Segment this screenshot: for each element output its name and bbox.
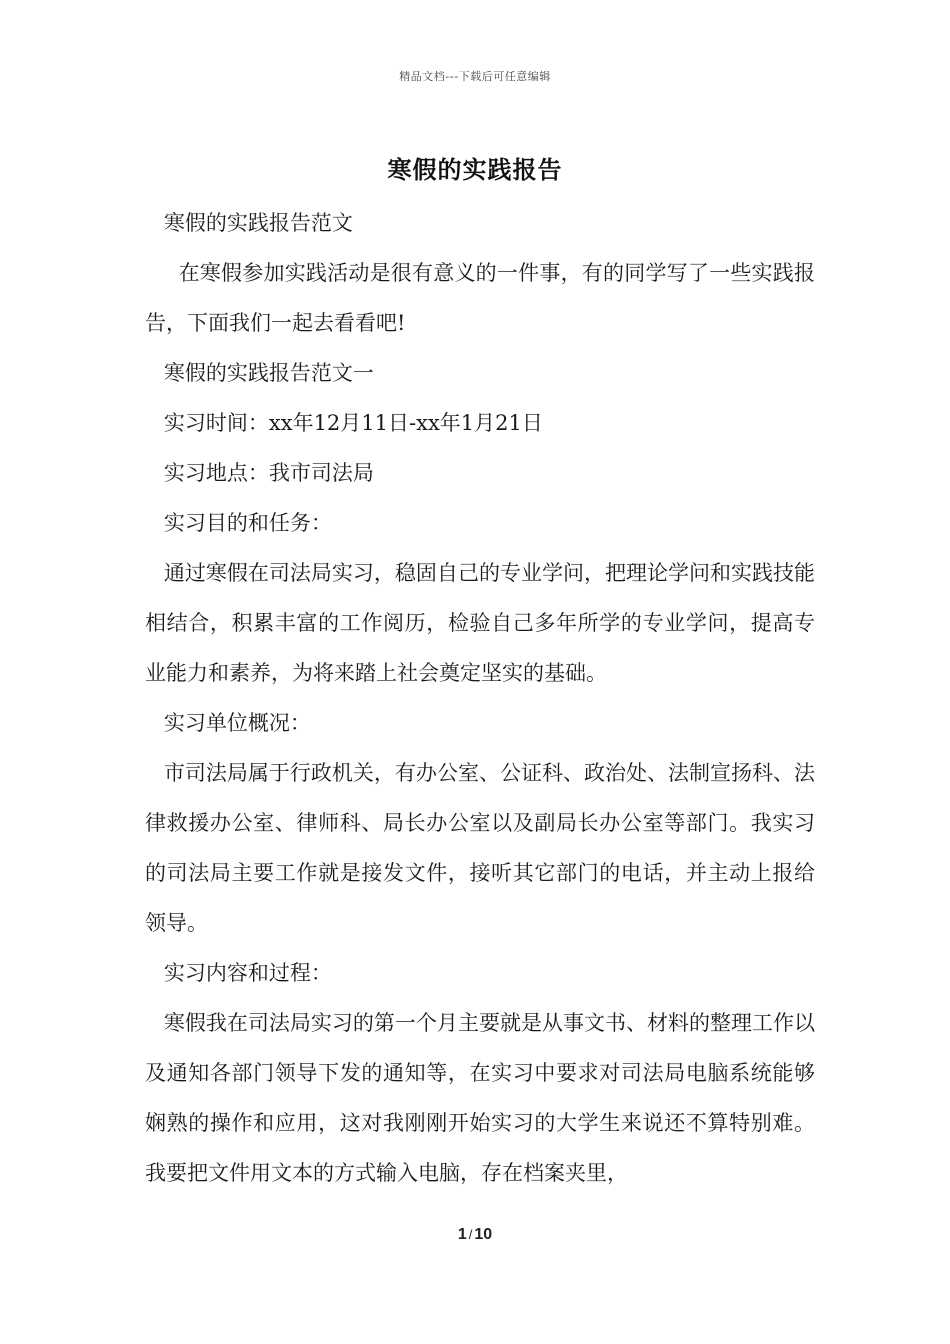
paragraph-content-heading: 实习内容和过程： xyxy=(163,961,332,985)
paragraph-purpose: 通过寒假在司法局实习，稳固自己的专业学问，把理论学问和实践技能相结合，积累丰富的工作阅历，检验自己多年所学的专业学问，提高专业能力和素养，为将来踏上社会奠定坚实的基础。 xyxy=(145,561,815,685)
paragraph-intro: 在寒假参加实践活动是很有意义的一件事，有的同学写了一些实践报告，下面我们一起去看看吧! xyxy=(145,261,815,335)
paragraph-unit-heading: 实习单位概况： xyxy=(163,711,311,735)
document-title: 寒假的实践报告 xyxy=(387,155,563,184)
current-page: 1 xyxy=(457,1226,467,1243)
paragraph-content: 寒假我在司法局实习的第一个月主要就是从事文书、材料的整理工作以及通知各部门领导下发的通知等，在实习中要求对司法局电脑系统能够娴熟的操作和应用，这对我刚刚开始实习的大学生来说还不算特别难。我要把文件用文本的方式输入电脑，存在档案夹里， xyxy=(145,1011,815,1185)
page-header: 精品文档---下载后可任意编辑 xyxy=(399,70,551,83)
total-pages: 10 xyxy=(474,1226,493,1243)
document-body xyxy=(145,198,815,1198)
paragraph-internship-time: 实习时间：xx年12月11日-xx年1月21日 xyxy=(163,411,543,435)
paragraph-unit-overview: 市司法局属于行政机关，有办公室、公证科、政治处、法制宣扬科、法律救援办公室、律师科、局长办公室以及副局长办公室等部门。我实习的司法局主要工作就是接发文件，接听其它部门的电话，并主动上报给领导。 xyxy=(145,761,815,935)
paragraph-internship-location: 实习地点：我市司法局 xyxy=(163,461,374,485)
paragraph-purpose-heading: 实习目的和任务： xyxy=(163,511,332,535)
page-separator: / xyxy=(468,1227,473,1242)
paragraph-section-heading: 寒假的实践报告范文一 xyxy=(163,361,374,385)
paragraph-subtitle: 寒假的实践报告范文 xyxy=(163,211,353,235)
page-number xyxy=(0,1226,950,1244)
